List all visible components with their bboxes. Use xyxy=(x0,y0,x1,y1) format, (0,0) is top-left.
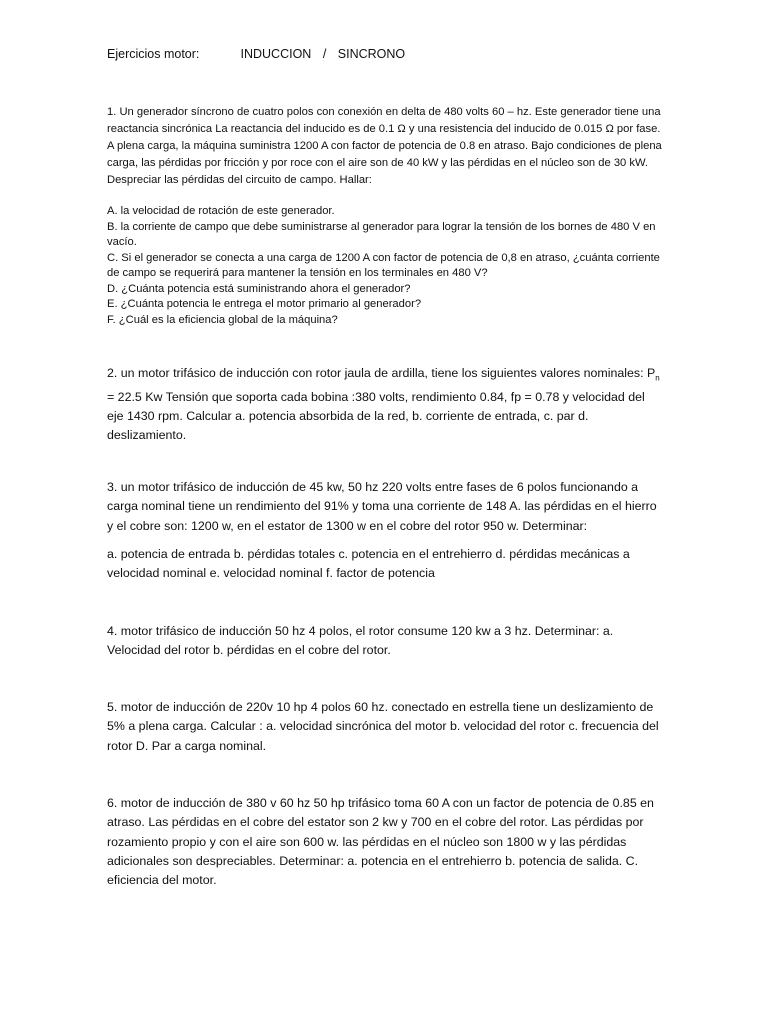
header-label: Ejercicios motor: xyxy=(107,47,200,61)
problem-1-items xyxy=(107,204,663,328)
problem-4-statement: 4. motor trifásico de inducción 50 hz 4 polos, el rotor consume 120 kw a 3 hz. Determinar: a. Velocidad del rotor b. pérdidas en el cobre del rotor. xyxy=(107,624,614,658)
problem-6-statement: 6. motor de inducción de 380 v 60 hz 50 hp trifásico toma 60 A con un factor de potencia de 0.85 en atraso. Las pérdidas en el cobre del estator son 2 kw y 700 en el cobre del rotor. Las pérdidas por rozamiento propio y con el aire son 600 w. las pérdidas en el núcleo son 1800 w y las pérdidas adicionales son despreciables. Determinar: a. potencia en el entrehierro b. potencia de salida. C. eficiencia del motor. xyxy=(107,796,654,888)
problem-5-statement: 5. motor de inducción de 220v 10 hp 4 polos 60 hz. conectado en estrella tiene un deslizamiento de 5% a plena carga. Calcular : a. velocidad sincrónica del motor b. velocidad del rotor c. frecuencia del rotor D. Par a carga nominal. xyxy=(107,700,659,753)
problem-4 xyxy=(107,622,663,661)
problem-5 xyxy=(107,698,663,756)
problem-1 xyxy=(107,104,663,189)
problem-2-power-symbol: P xyxy=(646,366,656,380)
document-header xyxy=(107,47,405,61)
problem-1-item-a: A. la velocidad de rotación de este generador. xyxy=(107,205,335,217)
problem-2-power-subscript: n xyxy=(655,373,660,383)
problem-1-item-c: C. Si el generador se conecta a una carga de 1200 A con factor de potencia de 0,8 en atraso, ¿cuánta corriente de campo se requerirá para mantener la tensión en los terminales en 480 V? xyxy=(107,251,660,279)
problem-1-statement: 1. Un generador síncrono de cuatro polos con conexión en delta de 480 volts 60 – hz. Este generador tiene una reactancia sincrónica La reactancia del inducido es de 0.1 Ω y una resistencia del inducido de 0.015 Ω por fase. A plena carga, la máquina suministra 1200 A con factor de potencia de 0.8 en atraso. Bajo condiciones de plena carga, las pérdidas por fricción y por roce con el aire son de 40 kW y las pérdidas en el núcleo son de 30 kW. Despreciar las pérdidas del circuito de campo. Hallar: xyxy=(107,106,662,186)
problem-1-item-b: B. la corriente de campo que debe suministrarse al generador para lograr la tensión de los bornes de 480 V en vacío. xyxy=(107,220,656,248)
problem-1-item-e: E. ¿Cuánta potencia le entrega el motor primario al generador? xyxy=(107,298,422,310)
problem-3-statement: 3. un motor trifásico de inducción de 45 kw, 50 hz 220 volts entre fases de 6 polos funcionando a carga nominal tiene un rendimiento del 91% y toma una corriente de 148 A. las pérdidas en el hierro y el cobre son: 1200 w, en el estator de 1300 w en el cobre del rotor 950 w. Determinar: xyxy=(107,480,657,533)
problem-1-item-d: D. ¿Cuánta potencia está suministrando ahora el generador? xyxy=(107,282,411,295)
problem-2 xyxy=(107,364,663,446)
problem-3 xyxy=(107,478,663,536)
problem-3-questions: a. potencia de entrada b. pérdidas totales c. potencia en el entrehierro d. pérdidas mecánicas a velocidad nominal e. velocidad nominal f. factor de potencia xyxy=(107,547,630,581)
problem-2-intro: 2. un motor trifásico de inducción con rotor jaula de ardilla, tiene los siguientes valores nominales: xyxy=(107,366,644,380)
header-type-induccion: INDUCCION xyxy=(240,47,312,61)
problem-1-item-f: F. ¿Cuál es la eficiencia global de la máquina? xyxy=(107,313,338,326)
header-separator: / xyxy=(322,47,327,61)
problem-6 xyxy=(107,794,663,890)
problem-2-values: = 22.5 Kw Tensión que soporta cada bobina :380 volts, rendimiento 0.84, fp = 0.78 y velocidad del eje 1430 rpm. Calcular a. potencia absorbida de la red, b. corriente de entrada, c. par d. deslizamiento. xyxy=(107,389,645,443)
header-type-sincrono: SINCRONO xyxy=(337,47,406,61)
problem-3-questions-block xyxy=(107,545,663,584)
problem-2-statement xyxy=(107,364,663,446)
